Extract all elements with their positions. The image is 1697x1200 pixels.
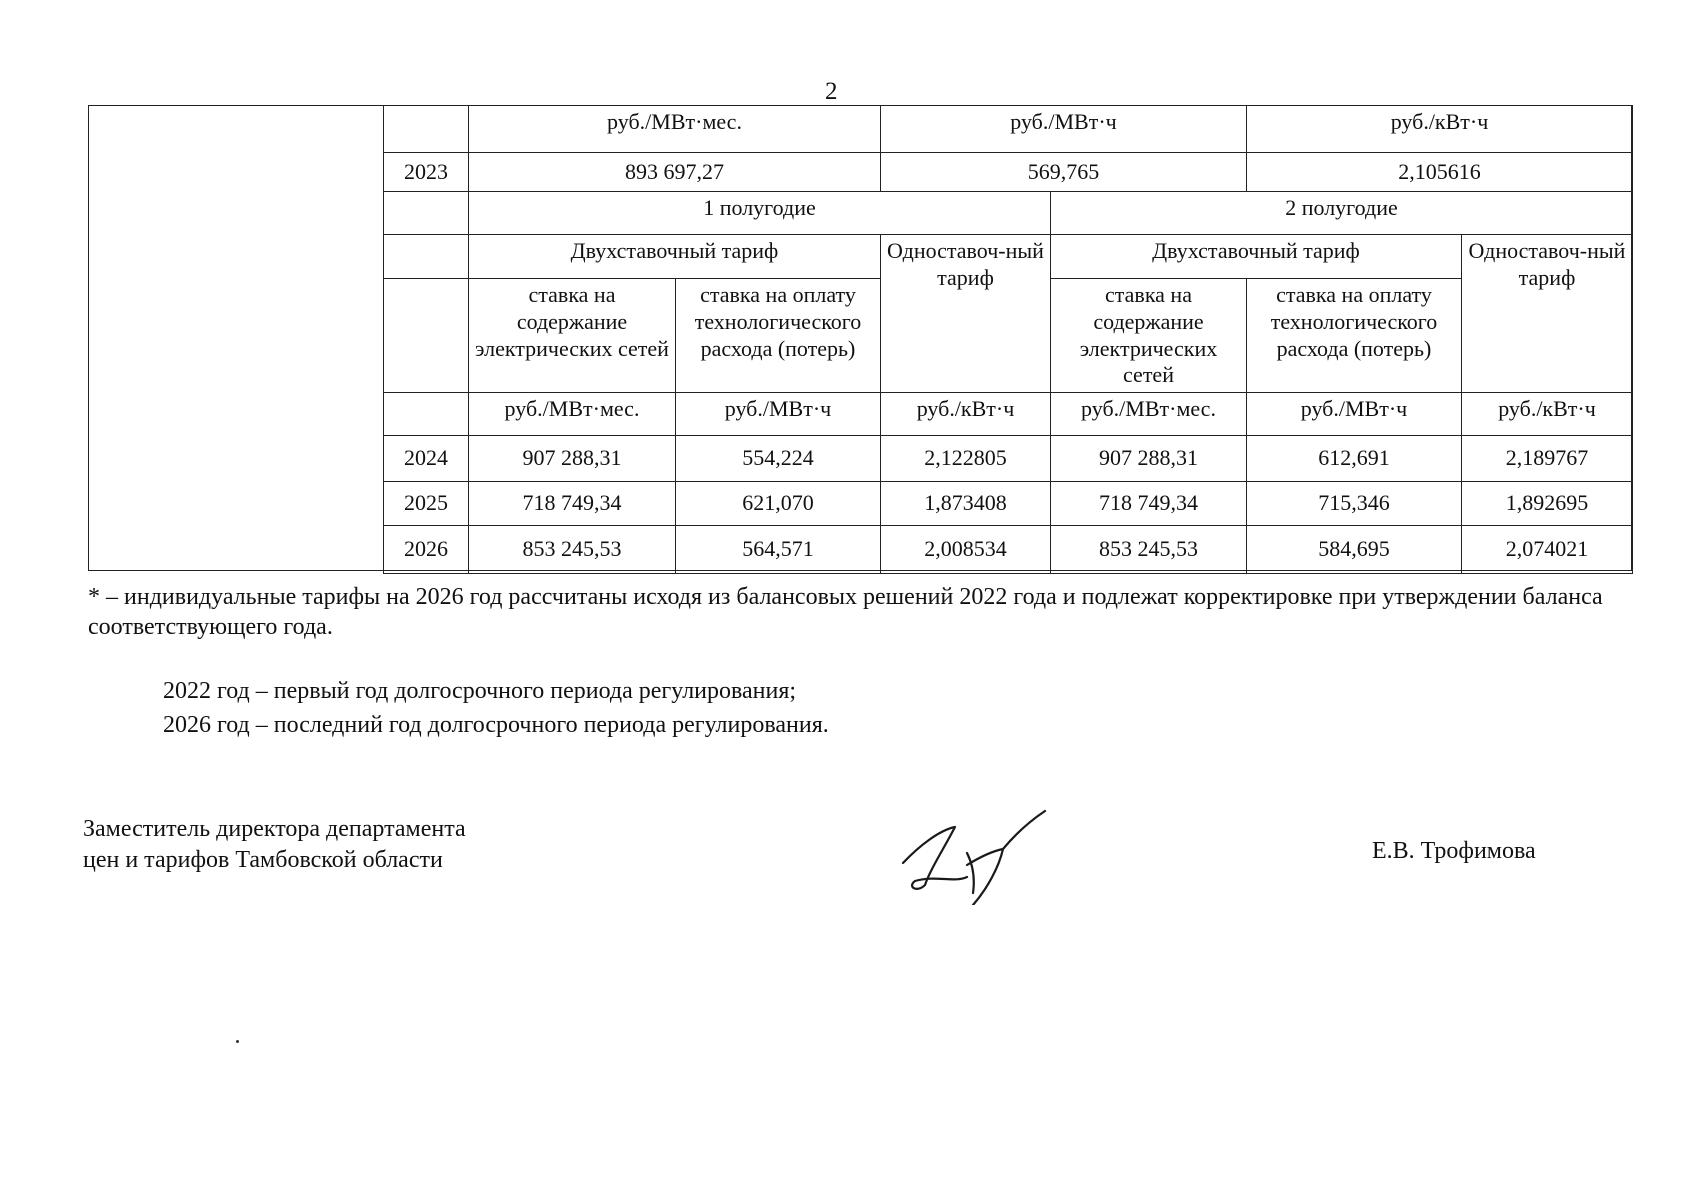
year-cell: 2025: [384, 482, 469, 526]
unit-cell: руб./МВт·мес.: [469, 106, 881, 153]
value-cell: 584,695: [1247, 526, 1462, 574]
value-cell: 2,008534: [881, 526, 1051, 574]
value-cell: 853 245,53: [469, 526, 676, 574]
year-cell: 2024: [384, 436, 469, 482]
value-cell: 2,105616: [1247, 153, 1633, 192]
page-number: 2: [825, 78, 838, 105]
year-header-cell: [384, 106, 469, 153]
table-row: [384, 235, 1633, 279]
half-year-header: 1 полугодие: [469, 192, 1051, 235]
signer-title-line: цен и тарифов Тамбовской области: [83, 847, 443, 874]
unit-cell: руб./МВт·мес.: [1051, 393, 1247, 436]
value-cell: 715,346: [1247, 482, 1462, 526]
value-cell: 893 697,27: [469, 153, 881, 192]
year-header-cell: [384, 279, 469, 393]
value-cell: 2,189767: [1462, 436, 1633, 482]
one-rate-header: Одноставоч-ный тариф: [881, 235, 1051, 393]
unit-cell: руб./МВт·ч: [1247, 393, 1462, 436]
rate-losses-header: ставка на оплату технологического расхода (потерь): [676, 279, 881, 393]
signer-title-line: Заместитель директора департамента: [83, 816, 466, 842]
one-rate-header: Одноставоч-ный тариф: [1462, 235, 1633, 393]
year-cell: 2023: [384, 153, 469, 192]
table-row: [384, 153, 1633, 192]
table-row: [384, 526, 1633, 574]
value-cell: 907 288,31: [1051, 436, 1247, 482]
value-cell: 569,765: [881, 153, 1247, 192]
value-cell: 718 749,34: [1051, 482, 1247, 526]
signer-title: [83, 814, 466, 876]
two-rate-header: Двухставочный тариф: [469, 235, 881, 279]
value-cell: 554,224: [676, 436, 881, 482]
year-header-cell: [384, 235, 469, 279]
table-row: [384, 482, 1633, 526]
footnote: * – индивидуальные тарифы на 2026 год рассчитаны исходя из балансовых решений 2022 года и подлежат корректировке при утверждении баланса соответствующего года.: [88, 584, 1603, 640]
table-row: [384, 106, 1633, 153]
table-row: [384, 192, 1633, 235]
unit-cell: руб./кВт·ч: [1462, 393, 1633, 436]
unit-cell: руб./кВт·ч: [881, 393, 1051, 436]
value-cell: 1,892695: [1462, 482, 1633, 526]
half-year-header: 2 полугодие: [1051, 192, 1633, 235]
value-cell: 612,691: [1247, 436, 1462, 482]
note-first-year: 2022 год – первый год долгосрочного периода регулирования;: [163, 678, 797, 704]
handwritten-signature: [895, 805, 1055, 905]
value-cell: 718 749,34: [469, 482, 676, 526]
value-cell: 564,571: [676, 526, 881, 574]
tariff-table: [383, 105, 1633, 574]
rate-maintenance-header: ставка на содержание электрических сетей: [469, 279, 676, 393]
value-cell: 907 288,31: [469, 436, 676, 482]
unit-cell: руб./кВт·ч: [1247, 106, 1633, 153]
rate-maintenance-header: ставка на содержание электрических сетей: [1051, 279, 1247, 393]
table-row: [384, 436, 1633, 482]
signer-name: Е.В. Трофимова: [1372, 838, 1536, 864]
year-header-cell: [384, 192, 469, 235]
value-cell: 2,074021: [1462, 526, 1633, 574]
unit-cell: руб./МВт·мес.: [469, 393, 676, 436]
table-blank-column: [88, 105, 383, 571]
rate-losses-header: ставка на оплату технологического расхода (потерь): [1247, 279, 1462, 393]
table-row: [384, 393, 1633, 436]
year-cell: 2026: [384, 526, 469, 574]
two-rate-header: Двухставочный тариф: [1051, 235, 1462, 279]
value-cell: 621,070: [676, 482, 881, 526]
value-cell: 2,122805: [881, 436, 1051, 482]
year-header-cell: [384, 393, 469, 436]
value-cell: 1,873408: [881, 482, 1051, 526]
scan-speck: [236, 1040, 239, 1043]
value-cell: 853 245,53: [1051, 526, 1247, 574]
unit-cell: руб./МВт·ч: [676, 393, 881, 436]
note-last-year: 2026 год – последний год долгосрочного периода регулирования.: [163, 712, 829, 738]
unit-cell: руб./МВт·ч: [881, 106, 1247, 153]
